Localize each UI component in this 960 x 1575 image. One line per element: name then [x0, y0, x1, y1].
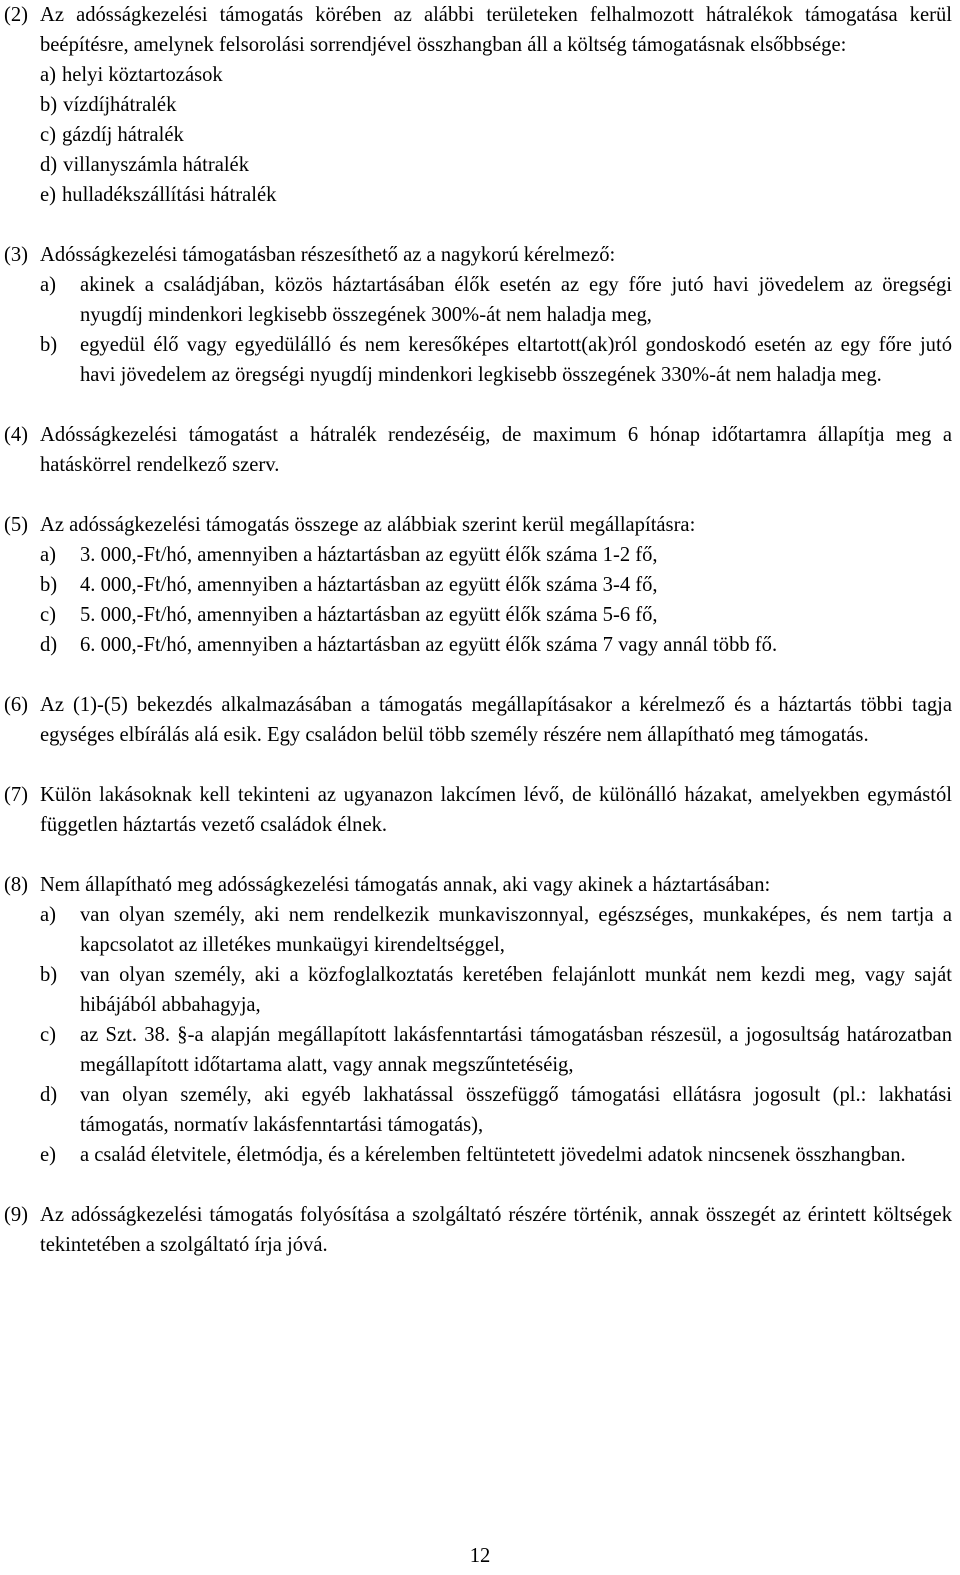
paragraph-text: Nem állapítható meg adósságkezelési támogatás annak, aki vagy akinek a háztartásában: [40, 874, 771, 896]
list-item: b) 4. 000,-Ft/hó, amennyiben a háztartásban az együtt élők száma 3-4 fő, [40, 574, 658, 596]
paragraph-number: (5) [4, 514, 29, 536]
paragraph-text: Az (1)-(5) bekezdés alkalmazásában a támogatás megállapításakor a kérelmező és a háztartás többi tagja egységes elbírálás alá esik. Egy családon belül több személy részére nem állapítható meg támogatás. [40, 694, 952, 746]
list-item: b) van olyan személy, aki a közfoglalkoztatás keretében felajánlott munkát nem kezdi meg, vagy saját hibájából abbahagyja, [40, 964, 952, 1016]
paragraph-9 [4, 1200, 952, 1260]
paragraph-8 [4, 870, 952, 1170]
paragraph-text: Adósságkezelési támogatásban részesíthető az a nagykorú kérelmező: [40, 244, 616, 266]
paragraph-4 [4, 420, 952, 480]
paragraph-number: (7) [4, 784, 29, 806]
paragraph-5 [4, 510, 952, 660]
paragraph-number: (9) [4, 1204, 29, 1226]
list-item: c) az Szt. 38. §-a alapján megállapított lakásfenntartási támogatásban részesül, a jogosultság határozatban megállapított időtartama alatt, vagy annak megszűntetéséig, [40, 1024, 952, 1076]
list-item: a) helyi köztartozások [40, 64, 223, 86]
list-item: a) akinek a családjában, közös háztartásában élők esetén az egy főre jutó havi jövedelem az öregségi nyugdíj mindenkori legkisebb összegének 300%-át nem haladja meg, [40, 274, 952, 326]
list-item: a) van olyan személy, aki nem rendelkezik munkaviszonnyal, egészséges, munkaképes, és nem tartja a kapcsolatot az illetékes munkaügyi kirendeltséggel, [40, 904, 952, 956]
paragraph-text: Külön lakásoknak kell tekinteni az ugyanazon lakcímen lévő, de különálló házakat, amelyekben egymástól független háztartás vezető családok élnek. [40, 784, 952, 836]
paragraph-number: (6) [4, 694, 29, 716]
paragraph-6 [4, 690, 952, 750]
list-item: b) vízdíjhátralék [40, 94, 177, 116]
list-item: c) gázdíj hátralék [40, 124, 184, 146]
list-item: b) egyedül élő vagy egyedülálló és nem keresőképes eltartott(ak)ról gondoskodó esetén az egy főre jutó havi jövedelem az öregségi nyugdíj mindenkori legkisebb összegének 330%-át nem haladja meg. [40, 334, 952, 386]
list-item: e) a család életvitele, életmódja, és a kérelemben feltüntetett jövedelmi adatok nincsenek összhangban. [40, 1144, 906, 1166]
paragraph-7 [4, 780, 952, 840]
paragraph-text: Adósságkezelési támogatást a hátralék rendezéséig, de maximum 6 hónap időtartamra állapítja meg a hatáskörrel rendelkező szerv. [40, 424, 952, 476]
list-item: d) van olyan személy, aki egyéb lakhatással összefüggő támogatási ellátásra jogosult (pl.: lakhatási támogatás, normatív lakásfenntartási támogatás), [40, 1084, 952, 1136]
paragraph-text: Az adósságkezelési támogatás folyósítása a szolgáltató részére történik, annak összegét az érintett költségek tekintetében a szolgáltató írja jóvá. [40, 1204, 952, 1256]
paragraph-number: (2) [4, 4, 29, 26]
paragraph-number: (3) [4, 244, 29, 266]
list-item: a) 3. 000,-Ft/hó, amennyiben a háztartásban az együtt élők száma 1-2 fő, [40, 544, 658, 566]
page-number: 12 [469, 1545, 491, 1567]
paragraph-number: (8) [4, 874, 29, 896]
list-item: d) 6. 000,-Ft/hó, amennyiben a háztartásban az együtt élők száma 7 vagy annál több fő. [40, 634, 778, 656]
list-item: d) villanyszámla hátralék [40, 154, 249, 176]
paragraph-2 [4, 0, 952, 210]
list-item: c) 5. 000,-Ft/hó, amennyiben a háztartásban az együtt élők száma 5-6 fő, [40, 604, 658, 626]
paragraph-3 [4, 240, 952, 390]
list-item: e) hulladékszállítási hátralék [40, 184, 277, 206]
paragraph-text: Az adósságkezelési támogatás körében az alábbi területeken felhalmozott hátralékok támogatása kerül beépítésre, amelynek felsorolási sorrendjével összhangban áll a költség támogatásnak elsőbbsége: [40, 4, 952, 56]
paragraph-number: (4) [4, 424, 29, 446]
paragraph-text: Az adósságkezelési támogatás összege az alábbiak szerint kerül megállapításra: [40, 514, 696, 536]
